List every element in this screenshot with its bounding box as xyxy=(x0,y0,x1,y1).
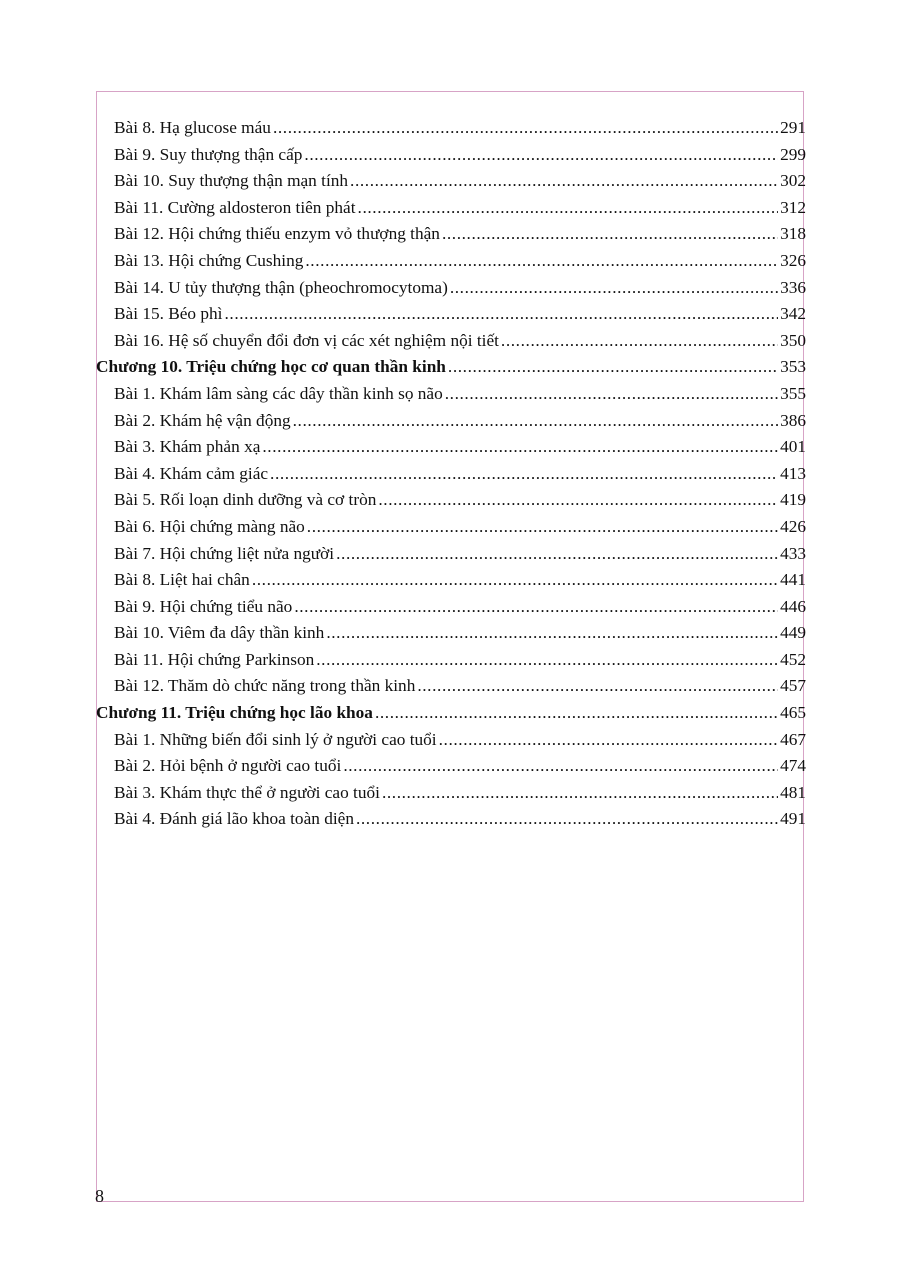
table-of-contents xyxy=(96,115,806,833)
toc-entry-title: Chương 10. Triệu chứng học cơ quan thần kinh xyxy=(96,357,446,377)
toc-lesson-entry xyxy=(96,195,806,222)
toc-entry-page: 449 xyxy=(780,623,806,643)
toc-entry-title: Bài 10. Viêm đa dây thần kinh xyxy=(114,623,325,643)
dot-leader xyxy=(270,461,778,488)
toc-entry-page: 299 xyxy=(780,144,806,164)
dot-leader xyxy=(294,594,778,621)
toc-entry-title: Bài 4. Đánh giá lão khoa toàn diện xyxy=(114,809,354,829)
toc-entry-title: Bài 8. Liệt hai chân xyxy=(114,570,250,590)
toc-entry-title: Bài 12. Thăm dò chức năng trong thần kinh xyxy=(114,676,416,696)
toc-entry-title: Bài 11. Cường aldosteron tiên phát xyxy=(114,197,356,217)
toc-entry-title: Chương 11. Triệu chứng học lão khoa xyxy=(96,703,373,723)
dot-leader xyxy=(417,673,778,700)
dot-leader xyxy=(501,328,778,355)
toc-entry-title: Bài 1. Khám lâm sàng các dây thần kinh sọ não xyxy=(114,383,443,403)
dot-leader xyxy=(262,434,778,461)
toc-lesson-entry xyxy=(96,753,806,780)
dot-leader xyxy=(356,806,778,833)
toc-entry-title: Bài 7. Hội chứng liệt nửa người xyxy=(114,543,335,563)
toc-entry-page: 491 xyxy=(780,809,806,829)
toc-lesson-entry xyxy=(96,514,806,541)
toc-entry-page: 441 xyxy=(780,570,806,590)
toc-lesson-entry xyxy=(96,408,806,435)
toc-entry-title: Bài 2. Khám hệ vận động xyxy=(114,410,291,430)
dot-leader xyxy=(448,354,778,381)
toc-entry-page: 350 xyxy=(780,330,806,350)
toc-entry-title: Bài 16. Hệ số chuyển đổi đơn vị các xét nghiệm nội tiết xyxy=(114,330,499,350)
toc-lesson-entry xyxy=(96,275,806,302)
toc-entry-title: Bài 15. Béo phì xyxy=(114,304,223,324)
toc-entry-title: Bài 9. Hội chứng tiểu não xyxy=(114,596,293,616)
toc-lesson-entry xyxy=(96,487,806,514)
dot-leader xyxy=(293,408,778,435)
toc-lesson-entry xyxy=(96,806,806,833)
toc-entry-page: 465 xyxy=(780,703,806,723)
toc-lesson-entry xyxy=(96,328,806,355)
dot-leader xyxy=(252,567,778,594)
toc-entry-page: 467 xyxy=(780,729,806,749)
dot-leader xyxy=(439,727,778,754)
toc-entry-page: 336 xyxy=(780,277,806,297)
toc-lesson-entry xyxy=(96,168,806,195)
toc-lesson-entry xyxy=(96,567,806,594)
toc-entry-page: 386 xyxy=(780,410,806,430)
toc-lesson-entry xyxy=(96,461,806,488)
toc-lesson-entry xyxy=(96,647,806,674)
toc-entry-title: Bài 13. Hội chứng Cushing xyxy=(114,250,304,270)
dot-leader xyxy=(382,780,778,807)
toc-lesson-entry xyxy=(96,434,806,461)
toc-entry-page: 446 xyxy=(780,596,806,616)
toc-entry-page: 326 xyxy=(780,250,806,270)
toc-entry-page: 426 xyxy=(780,516,806,536)
toc-lesson-entry xyxy=(96,673,806,700)
dot-leader xyxy=(442,221,778,248)
toc-lesson-entry xyxy=(96,541,806,568)
toc-entry-title: Bài 9. Suy thượng thận cấp xyxy=(114,144,303,164)
toc-entry-page: 452 xyxy=(780,649,806,669)
toc-chapter-entry xyxy=(96,700,806,727)
toc-entry-title: Bài 6. Hội chứng màng não xyxy=(114,516,305,536)
toc-entry-title: Bài 12. Hội chứng thiếu enzym vỏ thượng thận xyxy=(114,224,440,244)
toc-entry-page: 353 xyxy=(780,357,806,377)
toc-lesson-entry xyxy=(96,115,806,142)
toc-entry-page: 401 xyxy=(780,437,806,457)
toc-entry-title: Bài 8. Hạ glucose máu xyxy=(114,118,271,137)
toc-entry-page: 413 xyxy=(780,463,806,483)
toc-entry-page: 355 xyxy=(780,383,806,403)
toc-lesson-entry xyxy=(96,594,806,621)
toc-lesson-entry xyxy=(96,248,806,275)
toc-entry-page: 481 xyxy=(780,782,806,802)
toc-entry-page: 474 xyxy=(780,756,806,776)
toc-lesson-entry xyxy=(96,142,806,169)
dot-leader xyxy=(224,301,778,328)
toc-entry-title: Bài 3. Khám thực thể ở người cao tuổi xyxy=(114,782,380,802)
dot-leader xyxy=(304,142,778,169)
toc-chapter-entry xyxy=(96,354,806,381)
toc-entry-title: Bài 3. Khám phản xạ xyxy=(114,437,261,457)
toc-entry-page: 342 xyxy=(780,304,806,324)
toc-lesson-entry xyxy=(96,301,806,328)
dot-leader xyxy=(350,168,778,195)
toc-entry-title: Bài 11. Hội chứng Parkinson xyxy=(114,649,315,669)
toc-entry-title: Bài 4. Khám cảm giác xyxy=(114,463,269,483)
toc-lesson-entry xyxy=(96,620,806,647)
toc-entry-title: Bài 2. Hỏi bệnh ở người cao tuổi xyxy=(114,756,342,776)
toc-entry-page: 457 xyxy=(780,676,806,696)
dot-leader xyxy=(378,487,778,514)
dot-leader xyxy=(375,700,778,727)
toc-entry-page: 419 xyxy=(780,490,806,510)
toc-lesson-entry xyxy=(96,221,806,248)
dot-leader xyxy=(358,195,779,222)
dot-leader xyxy=(326,620,778,647)
dot-leader xyxy=(305,248,778,275)
toc-entry-title: Bài 1. Những biến đổi sinh lý ở người cao tuổi xyxy=(114,729,437,749)
toc-entry-title: Bài 5. Rối loạn dinh dưỡng và cơ tròn xyxy=(114,490,377,510)
toc-entry-page: 291 xyxy=(780,118,806,137)
toc-lesson-entry xyxy=(96,727,806,754)
dot-leader xyxy=(343,753,778,780)
dot-leader xyxy=(445,381,778,408)
dot-leader xyxy=(450,275,778,302)
dot-leader xyxy=(336,541,778,568)
toc-entry-title: Bài 10. Suy thượng thận mạn tính xyxy=(114,171,349,191)
toc-entry-page: 433 xyxy=(780,543,806,563)
toc-entry-page: 318 xyxy=(780,224,806,244)
toc-entry-title: Bài 14. U tủy thượng thận (pheochromocytoma) xyxy=(114,277,448,297)
dot-leader xyxy=(307,514,778,541)
dot-leader xyxy=(316,647,778,674)
toc-lesson-entry xyxy=(96,381,806,408)
dot-leader xyxy=(273,115,778,142)
toc-entry-page: 302 xyxy=(780,171,806,191)
toc-entry-page: 312 xyxy=(780,197,806,217)
toc-lesson-entry xyxy=(96,780,806,807)
page-number: 8 xyxy=(95,1186,104,1206)
